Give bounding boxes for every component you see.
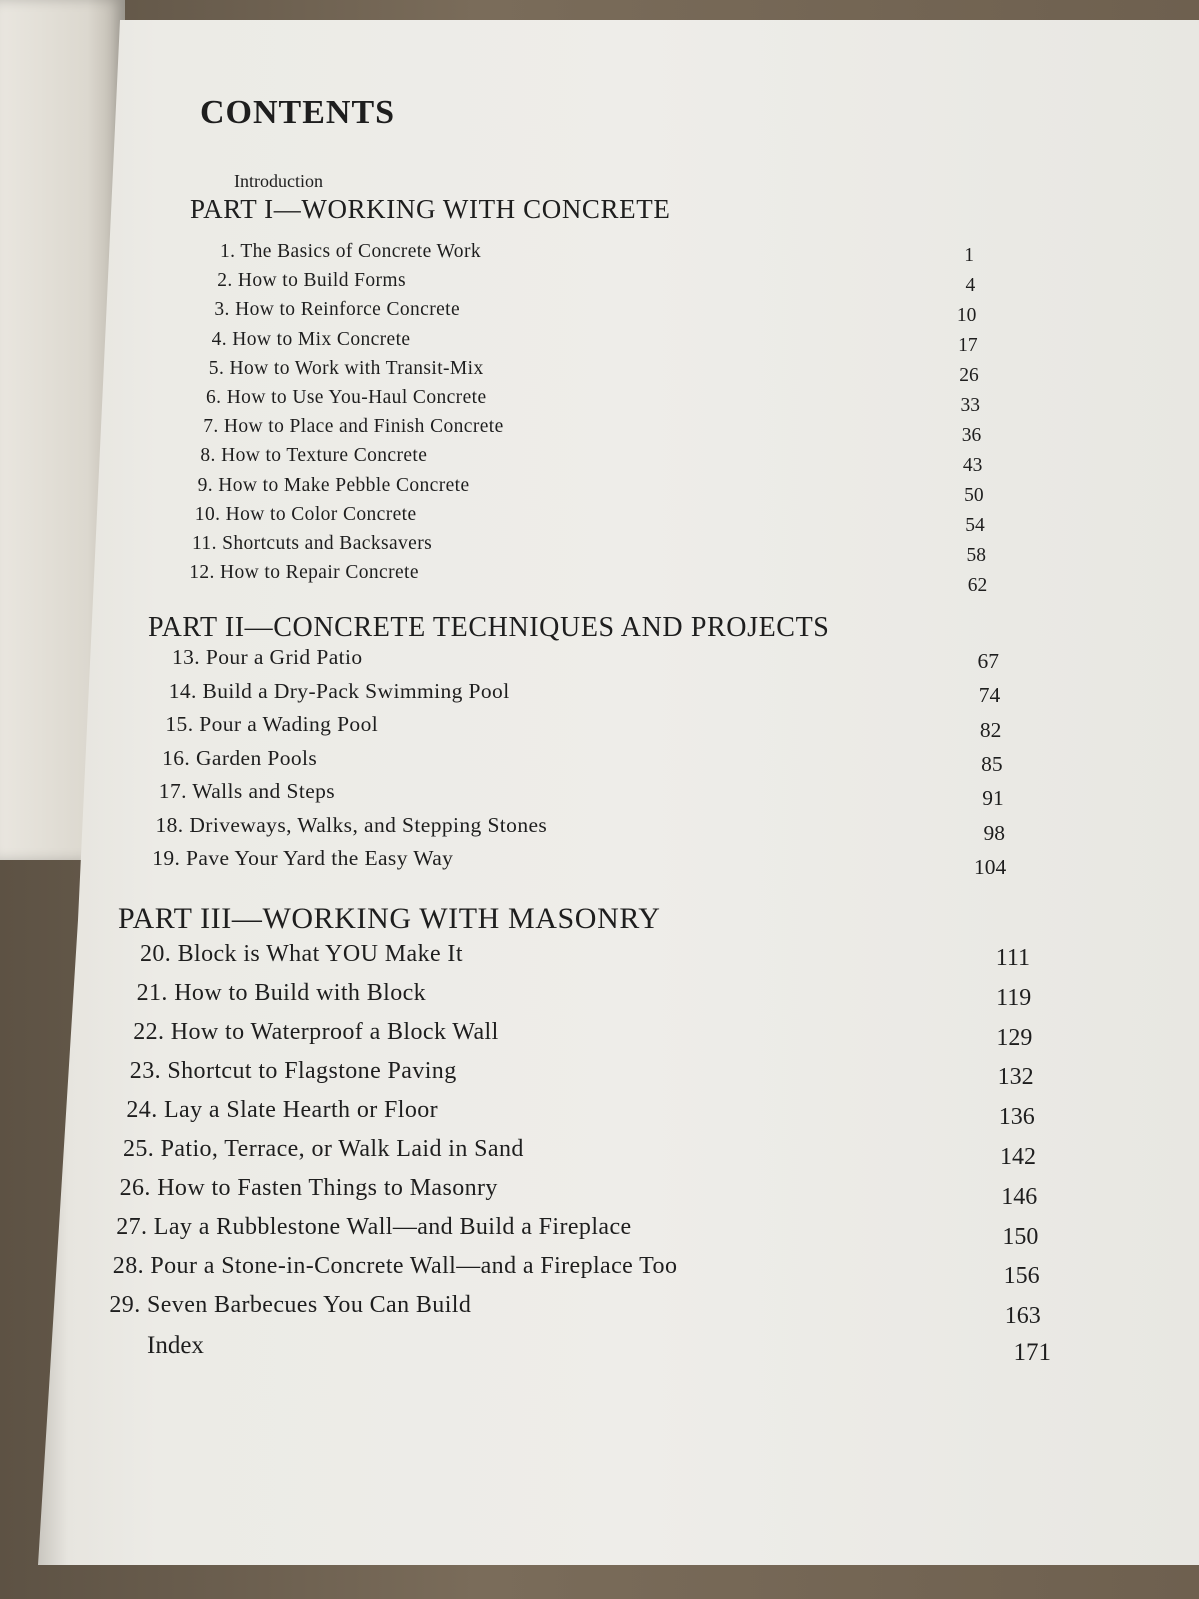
toc-entry-page: 142 <box>1000 1144 1036 1170</box>
toc-entry-page: 67 <box>977 649 999 673</box>
toc-entry-page: 74 <box>978 683 1001 708</box>
toc-entry-page: 111 <box>995 945 1030 971</box>
toc-entry-title: 23. Shortcut to Flagstone Paving <box>129 1058 457 1084</box>
toc-entry-page: 26 <box>959 365 979 386</box>
toc-entry-page: 104 <box>973 854 1007 879</box>
toc-entry-page: 136 <box>998 1104 1035 1131</box>
toc-entry-page: 54 <box>965 515 985 536</box>
toc-entry-title: 9. How to Make Pebble Concrete <box>197 474 470 496</box>
toc-entry-title: 10. How to Color Concrete <box>194 503 417 525</box>
toc-entry-title: 7. How to Place and Finish Concrete <box>203 416 504 438</box>
toc-entry-page: 132 <box>997 1064 1034 1091</box>
index-page: 171 <box>1013 1339 1051 1366</box>
toc-entry-title: 21. How to Build with Block <box>136 980 427 1006</box>
page-title: CONTENTS <box>200 94 396 131</box>
toc-entry-title: 17. Walls and Steps <box>158 779 336 803</box>
toc-entry-page: 33 <box>960 395 980 416</box>
toc-entry-title: 19. Pave Your Yard the Easy Way <box>152 846 454 870</box>
toc-entry-title: 26. How to Fasten Things to Masonry <box>119 1175 498 1201</box>
toc-entry-title: 29. Seven Barbecues You Can Build <box>109 1292 472 1318</box>
toc-entry-page: 82 <box>979 717 1002 742</box>
toc-entry-title: 4. How to Mix Concrete <box>211 328 411 350</box>
toc-entry-title: 25. Patio, Terrace, or Walk Laid in Sand <box>123 1136 524 1162</box>
toc-entry-title: 18. Driveways, Walks, and Stepping Stones <box>155 812 548 837</box>
toc-entry-title: 24. Lay a Slate Hearth or Floor <box>126 1097 439 1123</box>
toc-entry-page: 85 <box>981 751 1003 776</box>
toc-entry-page: 91 <box>982 786 1004 811</box>
toc-entry-page: 17 <box>958 335 978 356</box>
toc-entry-title: 5. How to Work with Transit-Mix <box>208 357 484 379</box>
toc-entry-title: 14. Build a Dry-Pack Swimming Pool <box>168 678 510 703</box>
toc-entry-title: 12. How to Repair Concrete <box>189 562 419 584</box>
toc-entry-page: 50 <box>964 485 984 506</box>
toc-entry-title: 2. How to Build Forms <box>217 270 406 292</box>
toc-entry-page: 119 <box>996 984 1032 1011</box>
toc-entry-title: 1. The Basics of Concrete Work <box>220 241 481 262</box>
toc-entry-page: 43 <box>962 455 983 476</box>
part-heading: PART I—WORKING WITH CONCRETE <box>190 194 671 224</box>
toc-entry-title: 15. Pour a Wading Pool <box>165 712 379 736</box>
toc-entry-page: 36 <box>961 425 982 446</box>
toc-entry-title: 27. Lay a Rubblestone Wall—and Build a Fireplace <box>116 1214 632 1240</box>
toc-entry-page: 156 <box>1003 1263 1040 1290</box>
toc-entry-page: 146 <box>1001 1183 1038 1210</box>
toc-entry-page: 62 <box>967 575 988 596</box>
toc-entry-page: 10 <box>956 305 977 326</box>
part-heading: PART III—WORKING WITH MASONRY <box>118 902 661 935</box>
part-heading: PART II—CONCRETE TECHNIQUES AND PROJECTS <box>148 612 830 643</box>
toc-entry-page: 58 <box>966 545 986 566</box>
index-label: Index <box>147 1332 204 1359</box>
toc-entry-title: 16. Garden Pools <box>162 745 318 770</box>
toc-entry-page: 150 <box>1002 1223 1039 1250</box>
toc-entry-title: 13. Pour a Grid Patio <box>172 645 363 669</box>
toc-entry-title: 22. How to Waterproof a Block Wall <box>133 1019 499 1045</box>
toc-entry-title: 28. Pour a Stone-in-Concrete Wall—and a Fireplace Too <box>112 1253 678 1279</box>
toc-entry-page: 163 <box>1004 1303 1041 1330</box>
toc-entry-title: 11. Shortcuts and Backsavers <box>192 533 433 554</box>
toc-entry-title: 20. Block is What YOU Make It <box>140 941 463 967</box>
toc-entry-page: 1 <box>964 245 974 266</box>
toc-entry-title: 8. How to Texture Concrete <box>200 445 428 467</box>
toc-entry-page: 129 <box>996 1024 1033 1051</box>
toc-entry-title: 3. How to Reinforce Concrete <box>214 299 461 321</box>
introduction-label: Introduction <box>234 171 323 191</box>
toc-entry-title: 6. How to Use You-Haul Concrete <box>206 387 487 408</box>
toc-entry-page: 4 <box>965 275 976 296</box>
toc-entry-page: 98 <box>983 820 1005 845</box>
